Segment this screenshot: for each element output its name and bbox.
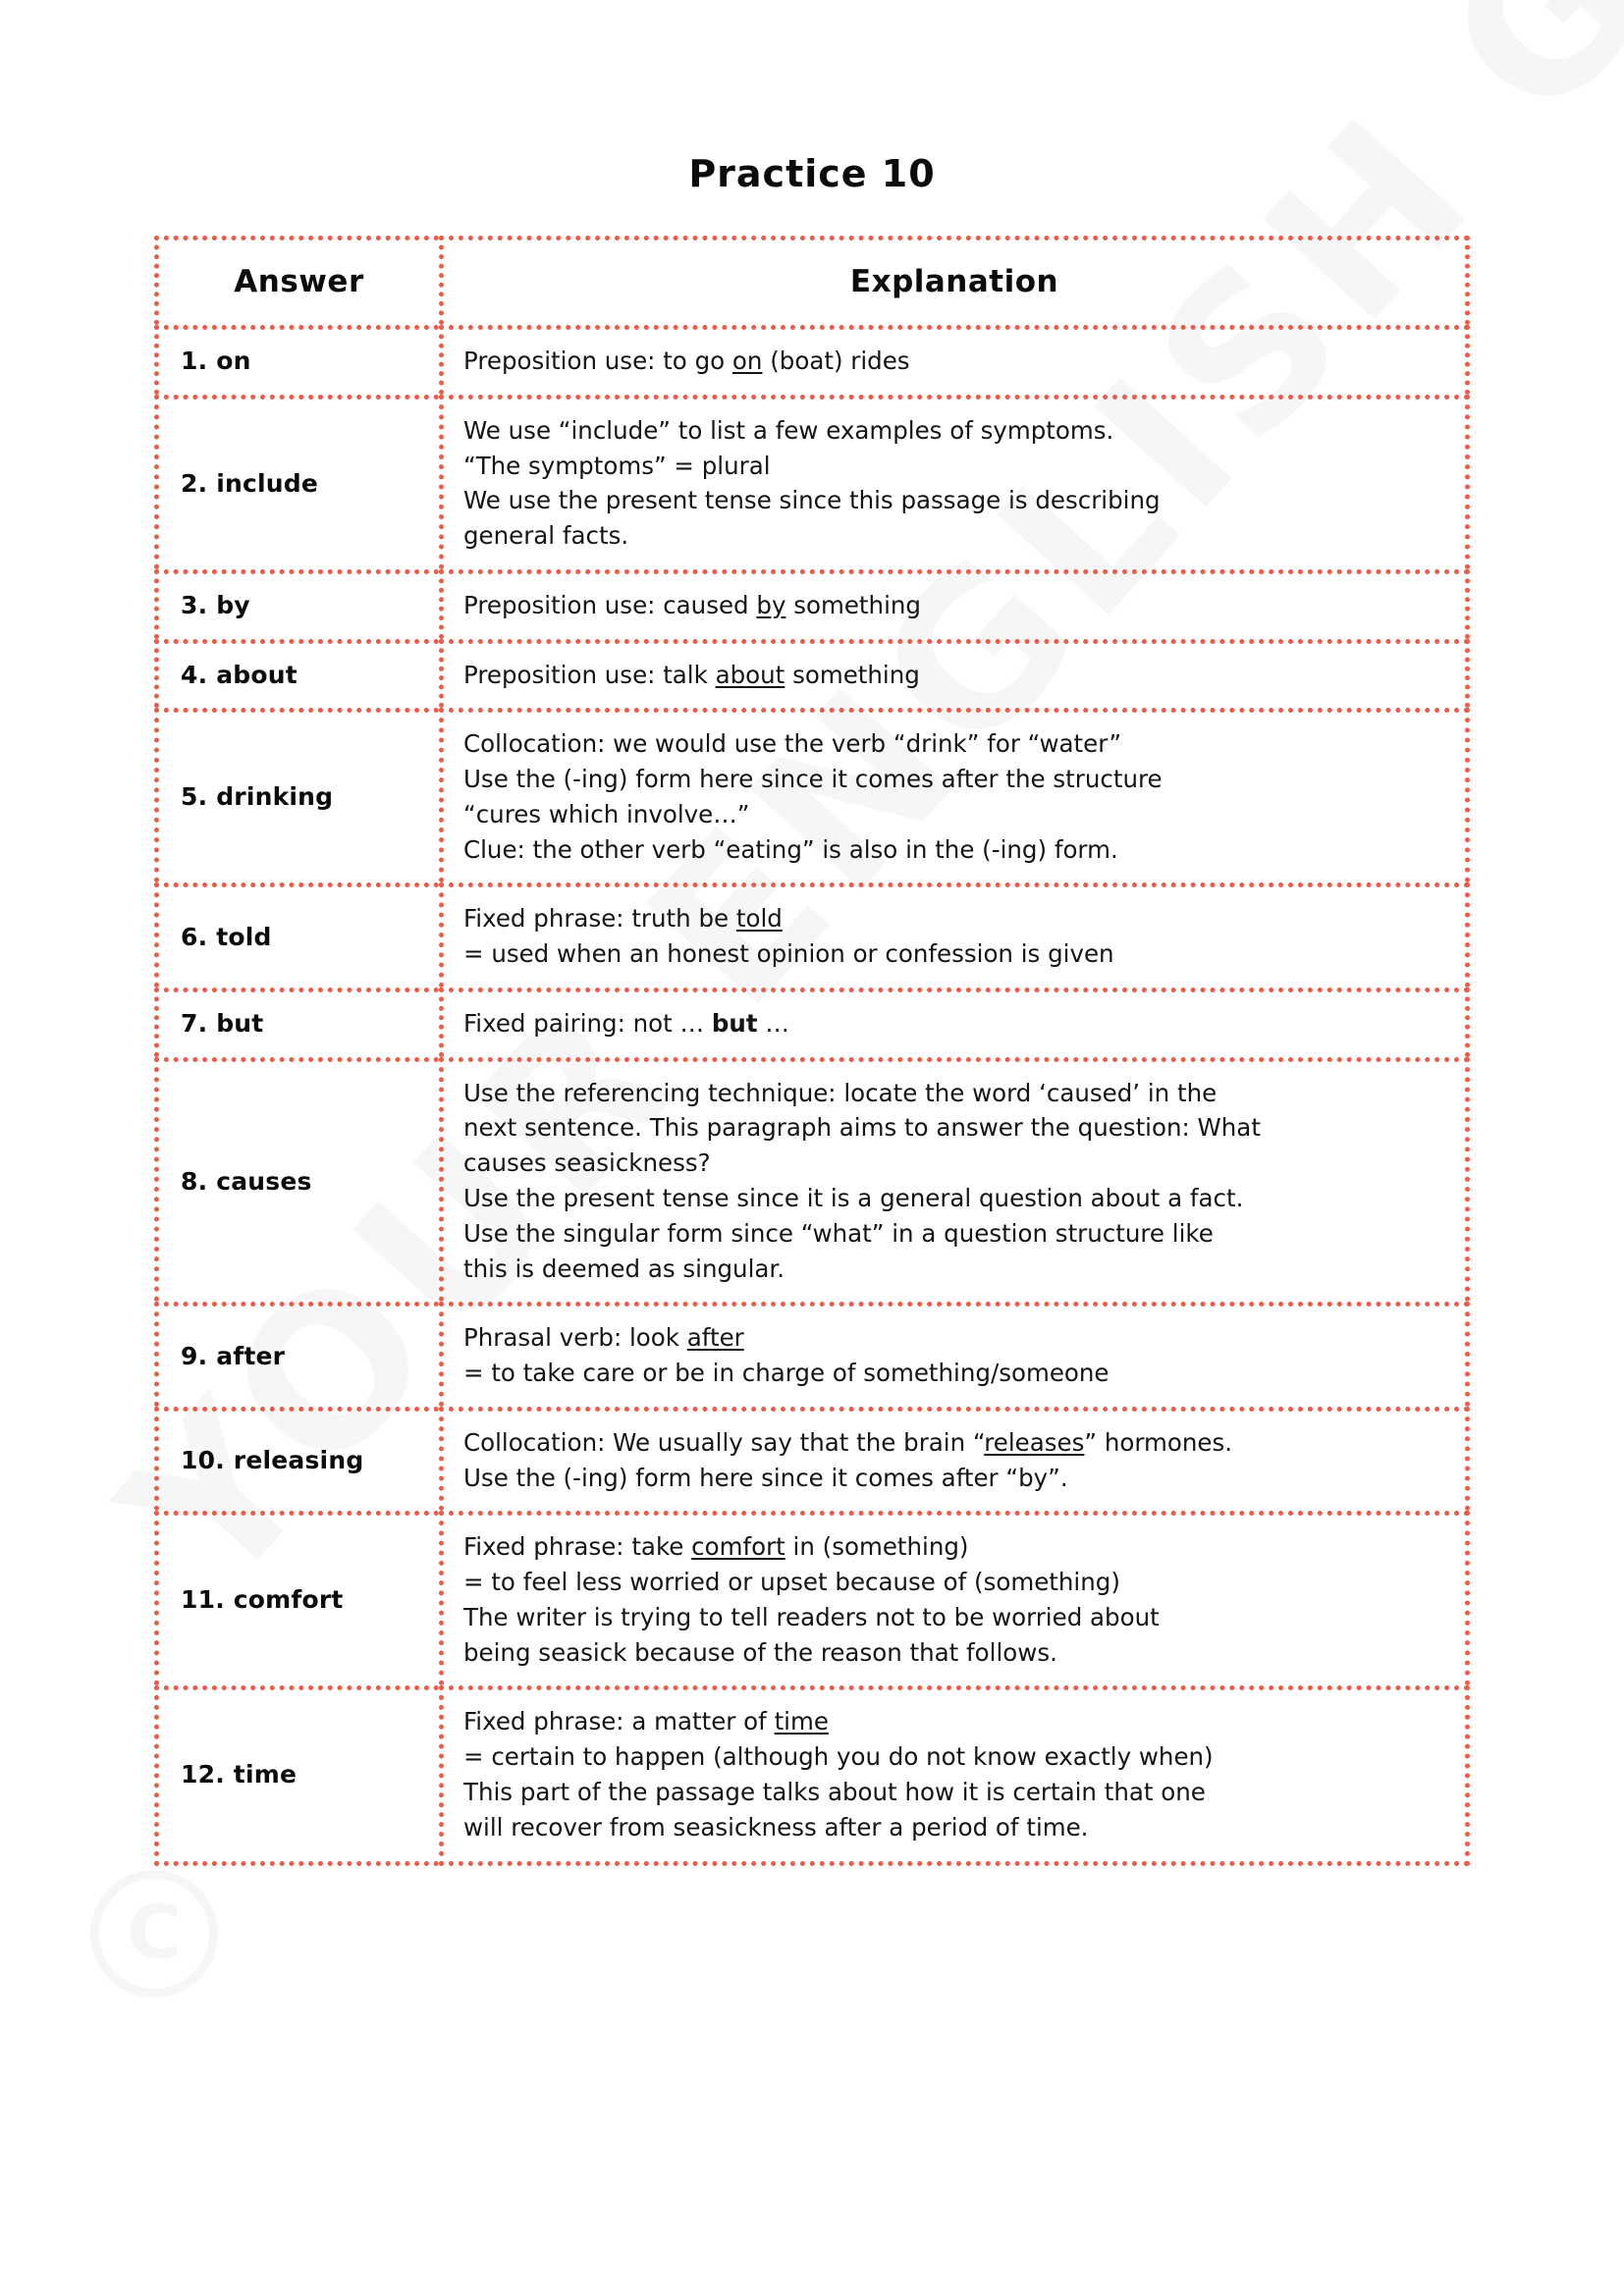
table-row: [154, 988, 1470, 1057]
explanation-line: Preposition use: caused by something: [463, 590, 921, 619]
explanation-line: being seasick because of the reason that follows.: [463, 1637, 1057, 1667]
column-header-answer: Answer: [154, 236, 439, 325]
table-row: [154, 1685, 1470, 1865]
explanation-line: Clue: the other verb “eating” is also in the (-ing) form.: [463, 834, 1118, 864]
page-title: Practice 10: [688, 152, 936, 195]
explanation-cell: [439, 1057, 1470, 1303]
explanation-cell: [439, 1302, 1470, 1407]
table-row: [154, 1057, 1470, 1303]
answer-explanation-table: [154, 236, 1470, 1866]
explanation-line: Use the present tense since it is a general question about a fact.: [463, 1184, 1244, 1213]
answer-cell: 8. causes: [154, 1057, 439, 1303]
table-row: [154, 882, 1470, 988]
explanation-line: Phrasal verb: look after: [463, 1323, 744, 1353]
answer-cell: 9. after: [154, 1302, 439, 1407]
explanation-line: Fixed phrase: truth be told: [463, 904, 783, 934]
answer-cell: 5. drinking: [154, 708, 439, 882]
explanation-cell: [439, 569, 1470, 639]
explanation-line: We use the present tense since this passage is describing: [463, 486, 1161, 515]
explanation-cell: [439, 395, 1470, 569]
answer-cell: 10. releasing: [154, 1407, 439, 1512]
table-row: [154, 639, 1470, 709]
explanation-line: Use the (-ing) form here since it comes after the structure: [463, 765, 1163, 794]
answer-cell: 12. time: [154, 1685, 439, 1865]
explanation-line: general facts.: [463, 521, 629, 551]
answer-cell: 11. comfort: [154, 1511, 439, 1685]
explanation-line: Preposition use: talk about something: [463, 660, 920, 689]
explanation-line: Collocation: we would use the verb “drink” for “water”: [463, 729, 1122, 759]
explanation-line: Preposition use: to go on (boat) rides: [463, 347, 910, 375]
explanation-line: this is deemed as singular.: [463, 1254, 785, 1283]
table-row: [154, 569, 1470, 639]
table-row: [154, 325, 1470, 395]
explanation-line: “cures which involve…”: [463, 799, 750, 828]
column-header-explanation: Explanation: [439, 236, 1470, 325]
explanation-cell: [439, 1685, 1470, 1865]
answer-cell: 2. include: [154, 395, 439, 569]
answer-table-wrapper: [154, 236, 1470, 1866]
explanation-cell: [439, 1407, 1470, 1512]
explanation-line: We use “include” to list a few examples of symptoms.: [463, 415, 1114, 445]
answer-cell: 3. by: [154, 569, 439, 639]
table-row: [154, 395, 1470, 569]
explanation-line: Fixed phrase: a matter of time: [463, 1707, 829, 1736]
explanation-line: This part of the passage talks about how it is certain that one: [463, 1777, 1206, 1806]
explanation-line: will recover from seasickness after a period of time.: [463, 1812, 1089, 1842]
explanation-line: Fixed pairing: not … but …: [463, 1008, 789, 1038]
table-row: [154, 1407, 1470, 1512]
explanation-line: causes seasickness?: [463, 1148, 711, 1178]
explanation-cell: [439, 325, 1470, 395]
explanation-cell: [439, 882, 1470, 988]
explanation-line: next sentence. This paragraph aims to answer the question: What: [463, 1113, 1261, 1143]
explanation-line: = certain to happen (although you do not know exactly when): [463, 1742, 1214, 1772]
explanation-line: The writer is trying to tell readers not to be worried about: [463, 1602, 1160, 1631]
explanation-cell: [439, 988, 1470, 1057]
explanation-cell: [439, 708, 1470, 882]
answer-cell: 6. told: [154, 882, 439, 988]
explanation-line: “The symptoms” = plural: [463, 451, 771, 480]
explanation-line: Use the (-ing) form here since it comes after “by”.: [463, 1463, 1068, 1492]
explanation-line: Use the singular form since “what” in a question structure like: [463, 1218, 1214, 1248]
explanation-line: = used when an honest opinion or confession is given: [463, 939, 1114, 969]
table-header-row: [154, 236, 1470, 325]
explanation-line: = to take care or be in charge of something/someone: [463, 1359, 1110, 1388]
explanation-cell: [439, 639, 1470, 709]
table-row: [154, 1302, 1470, 1407]
answer-cell: 7. but: [154, 988, 439, 1057]
watermark-copyright-letter: [127, 1889, 182, 1976]
answer-cell: 4. about: [154, 639, 439, 709]
table-body: [154, 325, 1470, 1866]
explanation-line: = to feel less worried or upset because of (something): [463, 1568, 1120, 1597]
table-row: [154, 708, 1470, 882]
explanation-cell: [439, 1511, 1470, 1685]
explanation-line: Collocation: We usually say that the brain “releases” hormones.: [463, 1427, 1233, 1457]
table-row: [154, 1511, 1470, 1685]
watermark-copyright-icon: [90, 1870, 218, 1998]
answer-cell: 1. on: [154, 325, 439, 395]
explanation-line: Fixed phrase: take comfort in (something): [463, 1532, 969, 1562]
explanation-line: Use the referencing technique: locate the word ‘caused’ in the: [463, 1078, 1218, 1107]
